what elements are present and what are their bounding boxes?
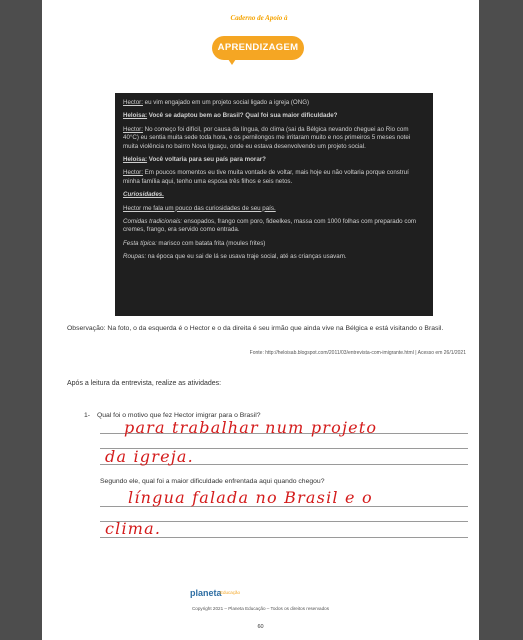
copyright-text: Copyright 2021 – Planeta Educação – Todos os direitos reservados [191, 606, 330, 611]
source-text: Fonte: http://heloisab.blogspot.com/2011/03/entrevista-com-imigrante.html | Acesso em 26/1/2021 [249, 350, 466, 356]
food-line: Comidas tradicionais: ensopados, frango com poro, fideelkes, massa com 1000 folhas com preparado com cremes, frango, era servido como entrada. [123, 218, 417, 234]
planeta-logo: planeta [190, 588, 222, 598]
caderno-logo [210, 14, 306, 72]
instructions-text: Após a leitura da entrevista, realize as atividades: [67, 380, 222, 387]
logo-arc-text: Caderno de Apoio à [230, 14, 288, 22]
logo-bubble-tail [226, 56, 238, 65]
logo-bubble: APRENDIZAGEM [212, 36, 304, 60]
handwritten-answer-2-line2: clima. [105, 519, 162, 538]
party-line: Festa típica: marisco com batata frita (moules frites) [123, 239, 266, 247]
handwritten-answer-2-line1: língua falada no Brasil e o [128, 488, 373, 507]
interview-line: Hector: eu vim engajado em um projeto social ligado a igreja (ONG) [123, 99, 310, 106]
handwritten-answer-1-line2: da igreja. [105, 447, 194, 466]
question-2-text: Segundo ele, qual foi a maior dificuldade enfrentada aqui quando chegou? [100, 478, 325, 485]
clothes-line: Roupas: na época que eu sai de lá se usava traje social, até as crianças usavam. [123, 253, 347, 261]
interview-line: Heloisa: Você se adaptou bem ao Brasil? Qual foi sua maior dificuldade? [123, 112, 338, 120]
planeta-tagline: Educação [220, 590, 241, 595]
curiosities-title: Curiosidades. [123, 191, 164, 199]
interview-line: Hector: Em poucos momentos eu tive muita vontade de voltar, mais hoje eu não voltaria porque construí minha família aqui, tenho uma esposa três filhos e seis netos. [123, 169, 409, 185]
interview-line: Hector: No começo foi difícil, por causa da língua, do clima (sai da Bélgica nevando cheguei ao Rio com 40°C) eu sentia muita sede toda hora, e os pernilongos me irritaram muito e nos primeiros 5 meses notei muita violência no bairro Nova Iguaçu, onde eu estava desenvolvendo um projeto social. [123, 125, 411, 150]
question-1-text: Qual foi o motivo que fez Hector imigrar para o Brasil? [96, 412, 261, 419]
document-page [42, 0, 479, 640]
observation-text: Observação: Na foto, o da esquerda é o Hector e o da direita é seu irmão que ainda vive na Bélgica e está visitando o Brasil. [67, 325, 444, 332]
curiosities-intro: Hector me fala um pouco das curiosidades de seu país. [123, 204, 276, 212]
question-1-number: 1- [84, 412, 91, 419]
interview-image [115, 93, 433, 316]
interview-line: Heloisa: Você voltaria para seu país para morar? [123, 156, 266, 164]
page-number: 60 [257, 624, 264, 630]
handwritten-answer-1-line1: para trabalhar num projeto [124, 418, 378, 437]
